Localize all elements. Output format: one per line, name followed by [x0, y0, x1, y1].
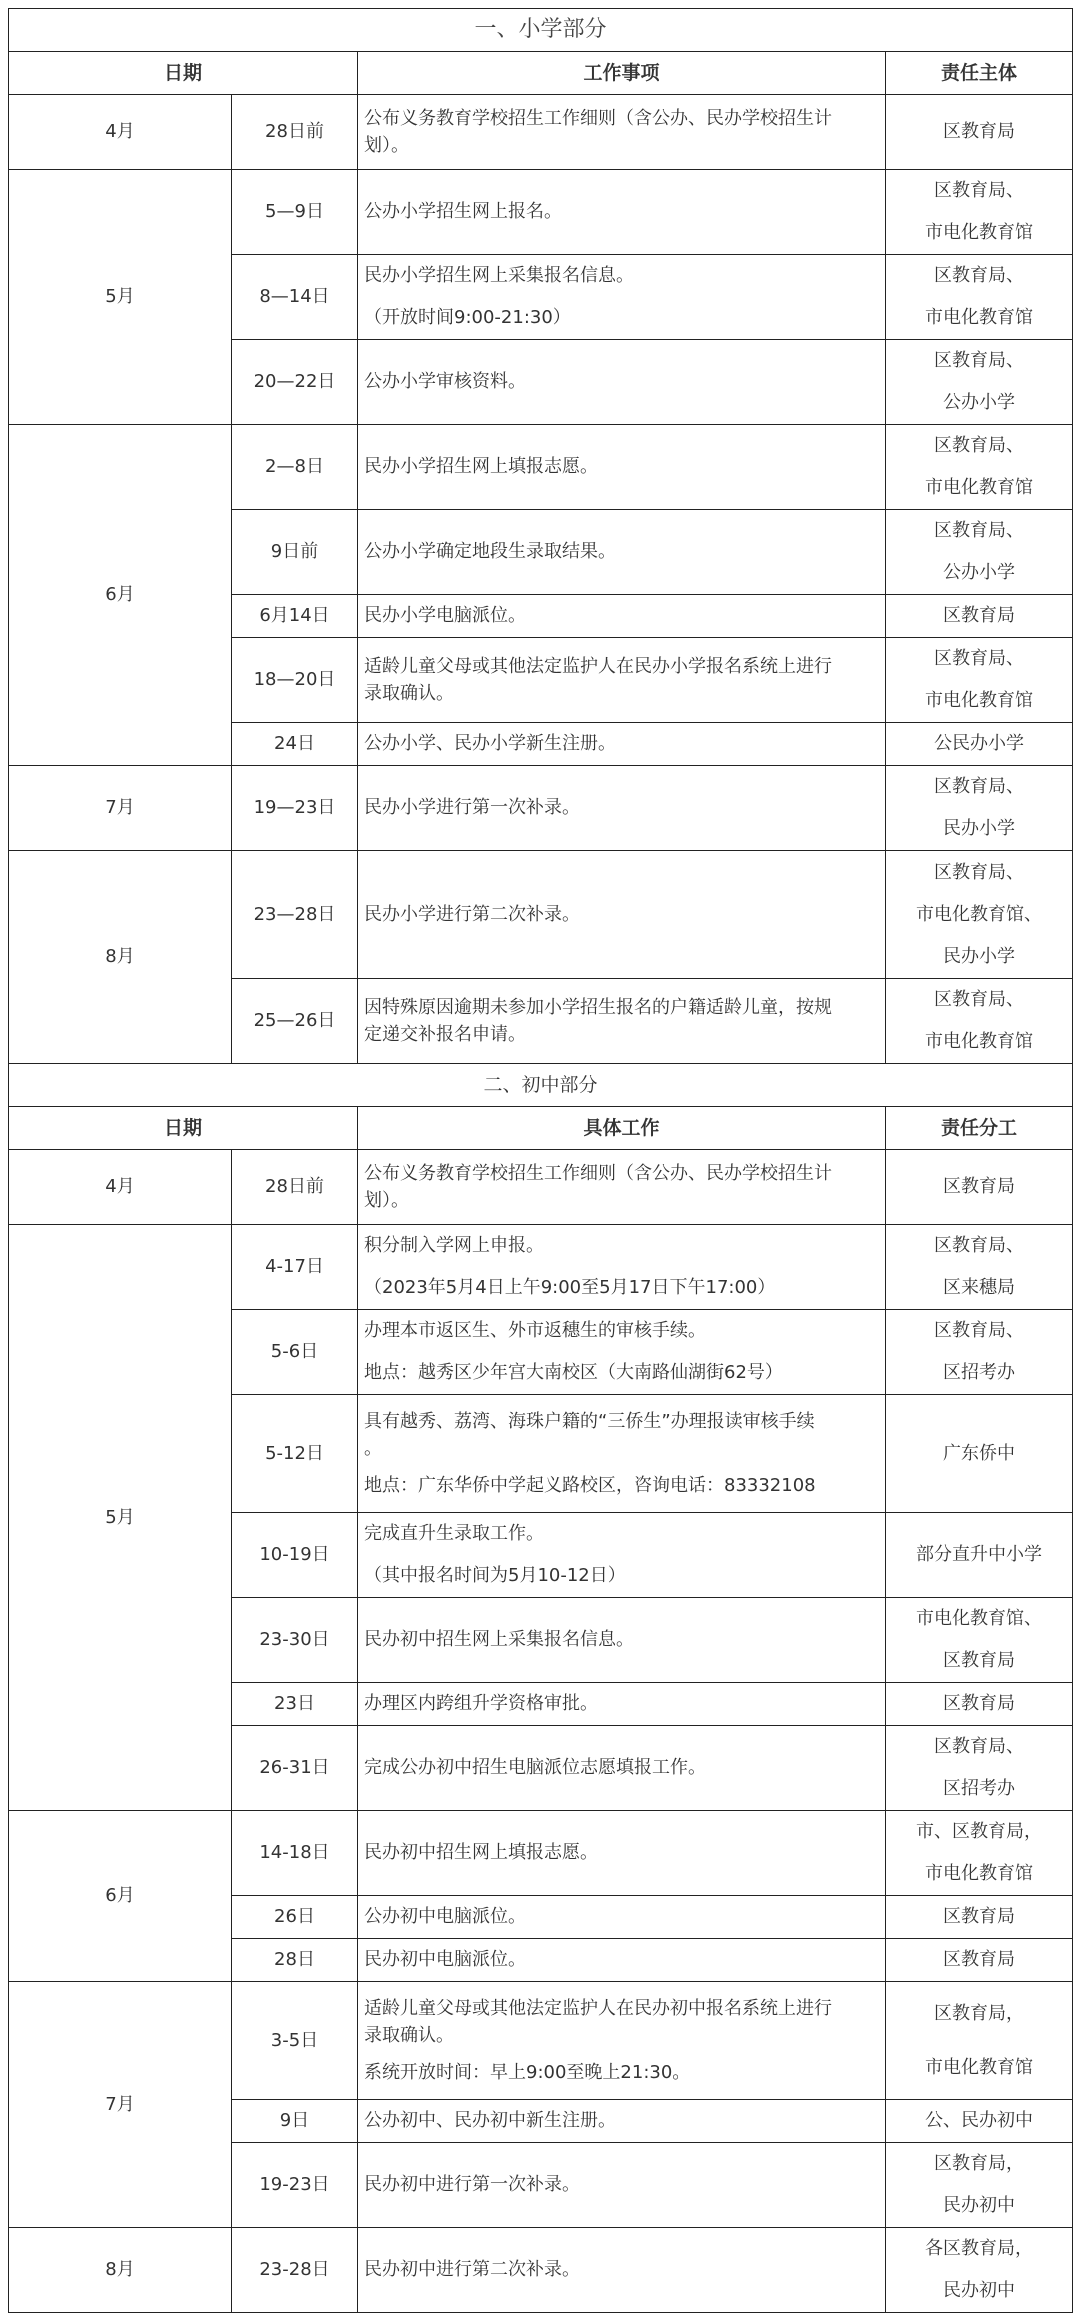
resp-cell [886, 1513, 1073, 1598]
task-cell [358, 1225, 886, 1310]
task-cell [358, 255, 886, 340]
resp-cell [886, 851, 1073, 979]
resp-cell [886, 766, 1073, 851]
task-line: 积分制入学网上申报。 [364, 1235, 544, 1256]
task-line: 划）。 [364, 1190, 409, 1211]
resp-line: 市电化教育馆、 [916, 1608, 1042, 1629]
resp-cell [886, 510, 1073, 595]
task-line: 录取确认。 [364, 683, 454, 704]
task-line: 民办小学进行第一次补录。 [364, 797, 580, 818]
resp-cell [886, 2228, 1073, 2313]
task-line: 地点：广东华侨中学起义路校区，咨询电话：83332108 [364, 1475, 816, 1496]
enrollment-schedule-table [8, 8, 1073, 2313]
task-cell [358, 2100, 886, 2143]
primary-section-title: 一、小学部分 [9, 9, 1073, 52]
primary-date-header: 日期 [9, 52, 358, 95]
resp-cell [886, 723, 1073, 766]
resp-line: 区教育局、 [934, 1736, 1024, 1757]
task-cell [358, 851, 886, 979]
task-line: 因特殊原因逾期未参加小学招生报名的户籍适龄儿童，按规 [364, 997, 832, 1018]
task-cell [358, 766, 886, 851]
resp-line: 区教育局 [943, 121, 1015, 142]
day-cell: 6月14日 [232, 595, 358, 638]
resp-line: 市电化教育馆 [925, 2056, 1033, 2078]
task-line: 民办小学电脑派位。 [364, 605, 526, 626]
resp-cell [886, 1982, 1073, 2100]
day-cell: 19-23日 [232, 2143, 358, 2228]
task-cell [358, 1726, 886, 1811]
resp-line: 市电化教育馆 [925, 307, 1033, 328]
task-line: 具有越秀、荔湾、海珠户籍的“三侨生”办理报读审核手续 [364, 1411, 815, 1432]
resp-line: 区教育局 [943, 1906, 1015, 1927]
table-row [9, 1982, 1073, 2100]
table-row [9, 2228, 1073, 2313]
middle-task-header: 具体工作 [358, 1107, 886, 1150]
task-cell [358, 1982, 886, 2100]
day-cell: 28日前 [232, 1150, 358, 1225]
task-line: 民办小学进行第二次补录。 [364, 903, 580, 925]
task-cell [358, 1598, 886, 1683]
resp-cell [886, 1811, 1073, 1896]
day-cell: 2—8日 [232, 425, 358, 510]
table-row [9, 766, 1073, 851]
task-line: 录取确认。 [364, 2025, 454, 2046]
task-cell [358, 1811, 886, 1896]
task-line: 办理本市返区生、外市返穗生的审核手续。 [364, 1320, 706, 1341]
primary-task-header: 工作事项 [358, 52, 886, 95]
resp-line: 区教育局、 [934, 1235, 1024, 1256]
resp-line: 公民办小学 [934, 733, 1024, 754]
month-cell: 6月 [9, 425, 232, 766]
task-line: 系统开放时间：早上9:00至晚上21:30。 [364, 2062, 691, 2083]
day-cell: 26日 [232, 1896, 358, 1939]
day-cell: 4-17日 [232, 1225, 358, 1310]
middle-resp-header: 责任分工 [886, 1107, 1073, 1150]
month-cell: 7月 [9, 766, 232, 851]
resp-line: 市电化教育馆、 [916, 903, 1042, 925]
table-row [9, 95, 1073, 170]
task-line: 地点：越秀区少年宫大南校区（大南路仙湖街62号） [364, 1362, 783, 1383]
task-cell [358, 723, 886, 766]
resp-cell [886, 1939, 1073, 1982]
middle-header-row [9, 1107, 1073, 1150]
middle-section-title: 二、初中部分 [9, 1064, 1073, 1107]
month-cell: 8月 [9, 2228, 232, 2313]
resp-cell [886, 1683, 1073, 1726]
task-cell [358, 95, 886, 170]
task-line: 完成公办初中招生电脑派位志愿填报工作。 [364, 1757, 706, 1778]
task-cell [358, 979, 886, 1064]
resp-line: 区教育局 [943, 1650, 1015, 1671]
resp-cell [886, 95, 1073, 170]
day-cell: 5—9日 [232, 170, 358, 255]
resp-line: 区教育局、 [934, 265, 1024, 286]
resp-cell [886, 1150, 1073, 1225]
day-cell: 28日 [232, 1939, 358, 1982]
task-cell [358, 595, 886, 638]
resp-line: 区教育局、 [934, 520, 1024, 541]
primary-resp-header: 责任主体 [886, 52, 1073, 95]
resp-cell [886, 170, 1073, 255]
task-line: 适龄儿童父母或其他法定监护人在民办初中报名系统上进行 [364, 1998, 832, 2019]
day-cell: 10-19日 [232, 1513, 358, 1598]
day-cell: 23-28日 [232, 2228, 358, 2313]
day-cell: 26-31日 [232, 1726, 358, 1811]
resp-line: 区教育局、 [934, 350, 1024, 371]
task-line: 民办初中进行第一次补录。 [364, 2174, 580, 2195]
resp-cell [886, 1726, 1073, 1811]
table-row [9, 425, 1073, 510]
task-cell [358, 1513, 886, 1598]
task-line: 公办小学、民办小学新生注册。 [364, 733, 616, 754]
resp-line: 市电化教育馆 [925, 690, 1033, 711]
resp-line: 民办小学 [943, 818, 1015, 839]
month-cell: 8月 [9, 851, 232, 1064]
resp-line: 区教育局， [934, 2002, 1024, 2024]
task-line: 。 [364, 1438, 382, 1459]
task-line: 划）。 [364, 135, 409, 156]
task-line: （其中报名时间为5月10-12日） [364, 1565, 626, 1586]
resp-line: 区教育局、 [934, 1320, 1024, 1341]
task-line: 公办小学确定地段生录取结果。 [364, 541, 616, 562]
task-cell [358, 1683, 886, 1726]
month-cell: 5月 [9, 1225, 232, 1811]
task-cell [358, 1150, 886, 1225]
resp-line: 区教育局， [934, 2153, 1024, 2174]
resp-cell [886, 340, 1073, 425]
resp-line: 市、区教育局， [916, 1821, 1042, 1842]
day-cell: 28日前 [232, 95, 358, 170]
task-cell [358, 1896, 886, 1939]
task-cell [358, 2143, 886, 2228]
middle-section-title-row [9, 1064, 1073, 1107]
task-line: 公布义务教育学校招生工作细则（含公办、民办学校招生计 [364, 108, 832, 129]
resp-line: 各区教育局， [925, 2238, 1033, 2259]
task-line: 民办初中招生网上采集报名信息。 [364, 1629, 634, 1650]
resp-line: 民办小学 [943, 945, 1015, 967]
resp-cell [886, 255, 1073, 340]
primary-header-row [9, 52, 1073, 95]
resp-line: 部分直升中小学 [916, 1544, 1042, 1565]
resp-line: 市电化教育馆 [925, 477, 1033, 498]
task-cell [358, 1939, 886, 1982]
table-row [9, 1150, 1073, 1225]
resp-cell [886, 1310, 1073, 1395]
task-line: （开放时间9:00-21:30） [364, 307, 571, 328]
resp-line: 区招考办 [943, 1778, 1015, 1799]
task-cell [358, 340, 886, 425]
day-cell: 3-5日 [232, 1982, 358, 2100]
day-cell: 14-18日 [232, 1811, 358, 1896]
resp-line: 区教育局、 [934, 435, 1024, 456]
resp-cell [886, 638, 1073, 723]
resp-cell [886, 1896, 1073, 1939]
month-cell: 6月 [9, 1811, 232, 1982]
month-cell: 4月 [9, 1150, 232, 1225]
resp-line: 区教育局 [943, 1176, 1015, 1197]
task-cell [358, 1310, 886, 1395]
task-cell [358, 425, 886, 510]
day-cell: 20—22日 [232, 340, 358, 425]
task-line: 公办小学审核资料。 [364, 371, 526, 392]
month-cell: 4月 [9, 95, 232, 170]
resp-cell [886, 425, 1073, 510]
task-line: 民办初中电脑派位。 [364, 1949, 526, 1970]
task-line: 完成直升生录取工作。 [364, 1523, 544, 1544]
resp-line: 区教育局、 [934, 648, 1024, 669]
task-line: 适龄儿童父母或其他法定监护人在民办小学报名系统上进行 [364, 656, 832, 677]
middle-date-header: 日期 [9, 1107, 358, 1150]
resp-line: 区教育局 [943, 605, 1015, 626]
task-cell [358, 170, 886, 255]
table-row [9, 170, 1073, 255]
task-line: 定递交补报名申请。 [364, 1024, 526, 1045]
day-cell: 23-30日 [232, 1598, 358, 1683]
task-line: 公办小学招生网上报名。 [364, 201, 562, 222]
task-line: 公布义务教育学校招生工作细则（含公办、民办学校招生计 [364, 1163, 832, 1184]
resp-line: 公办小学 [943, 392, 1015, 413]
task-line: 公办初中电脑派位。 [364, 1906, 526, 1927]
resp-cell [886, 595, 1073, 638]
resp-line: 市电化教育馆 [925, 1863, 1033, 1884]
day-cell: 23—28日 [232, 851, 358, 979]
resp-line: 民办初中 [943, 2195, 1015, 2216]
task-cell [358, 510, 886, 595]
task-line: 办理区内跨组升学资格审批。 [364, 1693, 598, 1714]
resp-line: 区教育局、 [934, 180, 1024, 201]
task-cell [358, 1395, 886, 1513]
resp-line: 市电化教育馆 [925, 222, 1033, 243]
task-line: 民办初中招生网上填报志愿。 [364, 1842, 598, 1863]
resp-cell [886, 1225, 1073, 1310]
task-line: 公办初中、民办初中新生注册。 [364, 2110, 616, 2131]
month-cell: 7月 [9, 1982, 232, 2228]
day-cell: 19—23日 [232, 766, 358, 851]
resp-cell [886, 979, 1073, 1064]
task-cell [358, 2228, 886, 2313]
day-cell: 24日 [232, 723, 358, 766]
day-cell: 9日前 [232, 510, 358, 595]
resp-cell [886, 2143, 1073, 2228]
resp-line: 区教育局 [943, 1949, 1015, 1970]
day-cell: 23日 [232, 1683, 358, 1726]
resp-line: 广东侨中 [943, 1442, 1015, 1464]
resp-line: 公办小学 [943, 562, 1015, 583]
day-cell: 18—20日 [232, 638, 358, 723]
resp-line: 区教育局、 [934, 861, 1024, 883]
task-line: 民办小学招生网上填报志愿。 [364, 456, 598, 477]
day-cell: 5-12日 [232, 1395, 358, 1513]
day-cell: 5-6日 [232, 1310, 358, 1395]
resp-cell [886, 2100, 1073, 2143]
task-line: 民办小学招生网上采集报名信息。 [364, 265, 634, 286]
task-cell [358, 638, 886, 723]
resp-cell [886, 1395, 1073, 1513]
resp-line: 区教育局、 [934, 989, 1024, 1010]
day-cell: 8—14日 [232, 255, 358, 340]
resp-line: 市电化教育馆 [925, 1031, 1033, 1052]
table-row [9, 1225, 1073, 1310]
task-line: 民办初中进行第二次补录。 [364, 2259, 580, 2280]
month-cell: 5月 [9, 170, 232, 425]
resp-line: 区教育局、 [934, 776, 1024, 797]
resp-line: 区招考办 [943, 1362, 1015, 1383]
task-line: （2023年5月4日上午9:00至5月17日下午17:00） [364, 1277, 776, 1298]
resp-line: 公、民办初中 [925, 2110, 1033, 2131]
resp-line: 区教育局 [943, 1693, 1015, 1714]
day-cell: 25—26日 [232, 979, 358, 1064]
resp-line: 区来穗局 [943, 1277, 1015, 1298]
primary-section-title-row [9, 9, 1073, 52]
table-row [9, 851, 1073, 979]
day-cell: 9日 [232, 2100, 358, 2143]
table-row [9, 1811, 1073, 1896]
resp-line: 民办初中 [943, 2280, 1015, 2301]
resp-cell [886, 1598, 1073, 1683]
